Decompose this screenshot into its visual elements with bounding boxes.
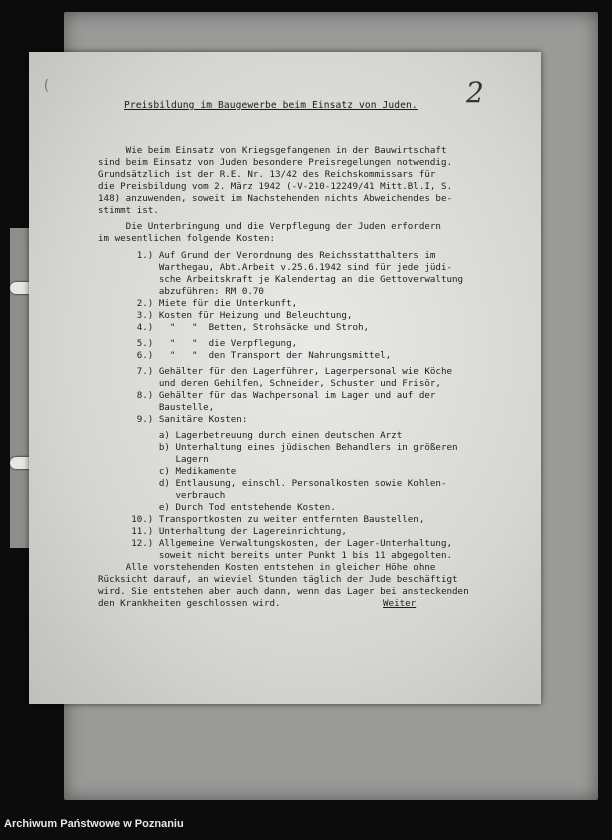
text-line: Baustelle, xyxy=(98,402,215,413)
text-line: b) Unterhaltung eines jüdischen Behandlers in größeren xyxy=(98,442,458,453)
text-line: und deren Gehilfen, Schneider, Schuster und Frisör, xyxy=(98,378,441,389)
archive-credit: Archiwum Państwowe w Poznaniu xyxy=(4,818,184,830)
text-line: 6.) " " den Transport der Nahrungsmittel, xyxy=(98,350,392,361)
text-line: 2.) Miete für die Unterkunft, xyxy=(98,298,298,309)
text-line: sind beim Einsatz von Juden besondere Preisregelungen notwendig. xyxy=(98,157,453,168)
text-line: 4.) " " Betten, Strohsäcke und Stroh, xyxy=(98,322,370,333)
text-line: d) Entlausung, einschl. Personalkosten sowie Kohlen- xyxy=(98,478,447,489)
text-line: Alle vorstehenden Kosten entstehen in gleicher Höhe ohne xyxy=(98,562,436,573)
text-line: a) Lagerbetreuung durch einen deutschen Arzt xyxy=(98,430,403,441)
page-number: 2 xyxy=(466,76,484,109)
continuation-note: Weiter xyxy=(383,598,417,609)
text-line: Rücksicht darauf, an wieviel Stunden täglich der Jude beschäftigt xyxy=(98,574,458,585)
text-line: im wesentlichen folgende Kosten: xyxy=(98,233,276,244)
text-line: 11.) Unterhaltung der Lagereinrichtung, xyxy=(98,526,347,537)
text-line: 9.) Sanitäre Kosten: xyxy=(98,414,248,425)
text-line: 3.) Kosten für Heizung und Beleuchtung, xyxy=(98,310,353,321)
text-line: Warthegau, Abt.Arbeit v.25.6.1942 sind für jede jüdi- xyxy=(98,262,453,273)
text-line: wird. Sie entstehen aber auch dann, wenn das Lager bei ansteckenden xyxy=(98,586,469,597)
text-line: sche Arbeitskraft je Kalendertag an die Gettoverwaltung xyxy=(98,274,464,285)
text-line: verbrauch xyxy=(98,490,226,501)
text-line: 1.) Auf Grund der Verordnung des Reichsstatthalters im xyxy=(98,250,436,261)
text-line: c) Medikamente xyxy=(98,466,237,477)
text-line: Lagern xyxy=(98,454,209,465)
text-line: die Preisbildung vom 2. März 1942 (-V-210-12249/41 Mitt.Bl.I, S. xyxy=(98,181,453,192)
document-title: Preisbildung im Baugewerbe beim Einsatz von Juden. xyxy=(124,100,418,111)
corner-mark: ( xyxy=(42,78,51,94)
text-line: Grundsätzlich ist der R.E. Nr. 13/42 des Reichskommissars für xyxy=(98,169,436,180)
text-line: 10.) Transportkosten zu weiter entfernten Baustellen, xyxy=(98,514,425,525)
text-line: 5.) " " die Verpflegung, xyxy=(98,338,298,349)
text-line: 148) anzuwenden, soweit im Nachstehenden nichts Abweichendes be- xyxy=(98,193,453,204)
text-line: Wie beim Einsatz von Kriegsgefangenen in der Bauwirtschaft xyxy=(98,145,447,156)
text-line: stimmt ist. xyxy=(98,205,159,216)
text-line: den Krankheiten geschlossen wird. xyxy=(98,598,281,609)
text-line: abzuführen: RM 0.70 xyxy=(98,286,264,297)
text-line: 7.) Gehälter für den Lagerführer, Lagerpersonal wie Köche xyxy=(98,366,453,377)
text-line: 8.) Gehälter für das Wachpersonal im Lager und auf der xyxy=(98,390,436,401)
text-line: e) Durch Tod entstehende Kosten. xyxy=(98,502,336,513)
text-line: 12.) Allgemeine Verwaltungskosten, der Lager-Unterhaltung, xyxy=(98,538,453,549)
text-line: Die Unterbringung und die Verpflegung der Juden erfordern xyxy=(98,221,441,232)
text-line: soweit nicht bereits unter Punkt 1 bis 11 abgegolten. xyxy=(98,550,453,561)
